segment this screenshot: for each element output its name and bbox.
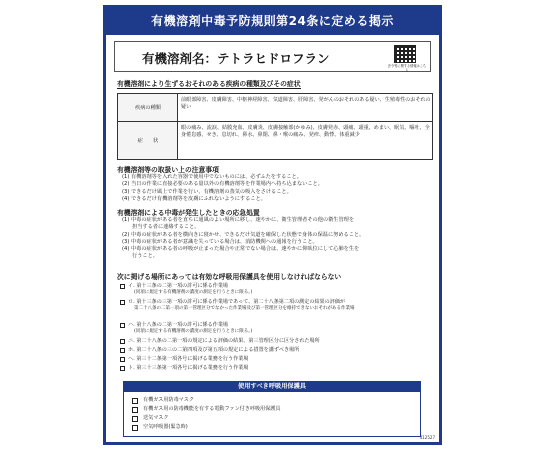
protective-gear-box: 使用すべき呼吸用保護具 有機ガス用防毒マスク 有機ガス用の防毒機能を有する電動ファン付き呼吸用保護具 送気マスク 空気呼吸器(緊急時) xyxy=(123,381,421,437)
handling-item: (3) できるだけ風上で作業を行い、有機溶剤の蒸気の吸入をさけること。 xyxy=(122,188,292,195)
handling-title: 有機溶剤等の取扱い上の注意事項 xyxy=(117,166,219,174)
emergency-title: 有機溶剤による中毒が発生したときの応急処置 xyxy=(117,209,260,217)
gear-checkbox[interactable] xyxy=(132,416,138,422)
disease-row xyxy=(118,94,432,122)
qr-code-icon[interactable] xyxy=(394,45,416,63)
disease-section-title: 有機溶剤により生ずるおそれのある疾病の種類及びその症状 xyxy=(117,80,301,88)
place-checkbox[interactable] xyxy=(120,284,125,289)
place-checkbox[interactable] xyxy=(120,339,125,344)
respirator-places-title: 次に掲げる場所にあっては有効な呼吸用保護具を使用しなければならない xyxy=(117,273,342,281)
sign-header: 有機溶剤中毒予防規則第24条に定める掲示 xyxy=(106,8,439,35)
symptom-row xyxy=(118,122,432,159)
emergency-item: (1) 中毒の症状がある者を直ちに通風のよい場所に移し、速やかに、衛生管理者その他の衛生管理を xyxy=(122,217,355,223)
handling-item: (2) 当日の作業に直接必要のある量以外の有機溶剤等を作業場内へ持ち込まないこと。 xyxy=(122,181,323,188)
disease-table xyxy=(117,93,433,160)
emergency-item: 行うこと。 xyxy=(132,253,158,260)
place-checkbox[interactable] xyxy=(120,357,125,362)
place-checkbox[interactable] xyxy=(120,300,125,305)
gear-checkbox[interactable] xyxy=(132,398,138,404)
emergency-item: (2) 中毒の症状がある者を横向きに寝かせ、できるだけ気道を確保した状態で身体の保温に努めること。 xyxy=(122,231,365,238)
emergency-item: (3) 中毒の症状がある者が意識を失っている場合は、消防機関への通報を行うこと。 xyxy=(122,238,318,245)
place-checkbox[interactable] xyxy=(120,323,125,328)
solvent-name-box xyxy=(114,41,431,72)
symptom-label: 症 状 xyxy=(137,138,159,144)
disease-text: 前眼部障害、皮膚障害、中枢神経障害、気道障害、肝障害、発がんのおそれのある疑い、生殖毒性のおそれの疑い xyxy=(181,97,431,110)
emergency-list xyxy=(122,217,422,261)
gear-checkbox[interactable] xyxy=(132,407,138,413)
handling-item: (1) 有機溶剤等を入れた容器で使用中でないものには、必ずふたをすること。 xyxy=(122,174,302,180)
solvent-notice-sign: 有機溶剤中毒予防規則第24条に定める掲示 有機溶剤名：テトラヒドロフラン 法令等に関する情報はこちら 有機溶剤により生ずるおそれのある疾病の種類及びその症状 疾病の種類 前眼部障害、皮膚障害、中枢神経障害、気道障害、肝障害、発がんのおそれのある疑い、生殖毒性のおそれの疑い 症 状 眼の痛み、流涙、結膜充血、皮膚炎、皮膚接触部(かゆみ)、皮膚発赤、頭痛、頭重、めまい、眠気、嘔吐、全身倦怠感、せき、息切れ、鼻水、鼻閉、鼻・喉の痛み、発疹、動悸、体重減少 有機溶剤等の取扱い上の注意事項 (1) 有機溶剤等を入れた容器で使用中でないものには、必ずふたをすること。 (2) 当日の作業に直接必要のある量以外の有機溶剤等を作業場内へ持ち込まないこと。 (3) できるだけ風上で作業を行い、有機溶剤の蒸気の吸入をさけること。 (4) できるだけ有機溶剤等を皮膚にふれないようにすること。 有機溶剤による中毒が発生したときの応急処置 (1) 中毒の症状がある者を直ちに通風のよい場所に移し、速やかに、衛生管理者その他の衛生管理を 担当する者に連絡すること。 (2) 中毒の症状がある者を横向きに寝かせ、できるだけ気道を確保した状態で身体の保温に努めること。 (3) 中毒の症状がある者が意識を失っている場合は、消防機関への通報を行うこと。 (4) 中毒の症状がある者の呼吸が止まった場合や正常でない場合は、速やかに仰臥位にして心肺を生を 行うこと。 次に掲げる場所にあっては有効な呼吸用保護具を使用しなければならない イ. 第十三条の二第一項の許可に係る作業場 (同項に規定する有機溶剤の濃度の測定を行うときに限る。) ロ. 第十三条の三第一項の許可に係る作業場であって、第二十八条第二項の測定の結果の評価が 第二十八条の二第一項の第一管理区分でなかった作業場及び第一管理区分を維持できないおそれがある作業場 ハ. 第十八条の二第一項の許可に係る作業場 (同項に規定する有機溶剤の濃度の測定を行うときに限る。) ニ. 第二十八条の二第一項の規定による評価の結果、第三管理区分に区分された場所 ホ. 第二十八条の三の二第四項及び第五項の規定による措置を講ずべき場所 ヘ. 第三十二条第一項各号に掲げる業務を行う作業場 ト. 第三十三条第一項各号に掲げる業務を行う作業場 使用すべき呼吸用保護具 有機ガス用防毒マスク 有機ガス用の防毒機能を有する電動ファン付き呼吸用保護具 送気マスク 空気呼吸器(緊急時) 412527 xyxy=(103,5,442,445)
symptom-text: 眼の痛み、流涙、結膜充血、皮膚炎、皮膚接触部(かゆみ)、皮膚発赤、頭痛、頭重、めまい、眠気、嘔吐、全身倦怠感、せき、息切れ、鼻水、鼻閉、鼻・喉の痛み、発疹、動悸、体重減少 xyxy=(181,125,430,138)
qr-caption: 法令等に関する情報はこちら xyxy=(387,64,427,72)
handling-item: (4) できるだけ有機溶剤等を皮膚にふれないようにすること。 xyxy=(122,195,266,202)
gear-checkbox[interactable] xyxy=(132,425,138,431)
product-code: 412527 xyxy=(419,435,435,440)
emergency-item: (4) 中毒の症状がある者の呼吸が止まった場合や正常でない場合は、速やかに仰臥位にして心肺を生を xyxy=(122,246,360,253)
protective-gear-title: 使用すべき呼吸用保護具 xyxy=(124,382,420,392)
place-checkbox[interactable] xyxy=(120,348,125,353)
place-checkbox[interactable] xyxy=(120,366,125,371)
emergency-item: 担当する者に連絡すること。 xyxy=(132,224,200,231)
solvent-name: 有機溶剤名：テトラヒドロフラン xyxy=(142,51,330,66)
handling-list xyxy=(122,174,422,203)
disease-label: 疾病の種類 xyxy=(135,105,161,111)
